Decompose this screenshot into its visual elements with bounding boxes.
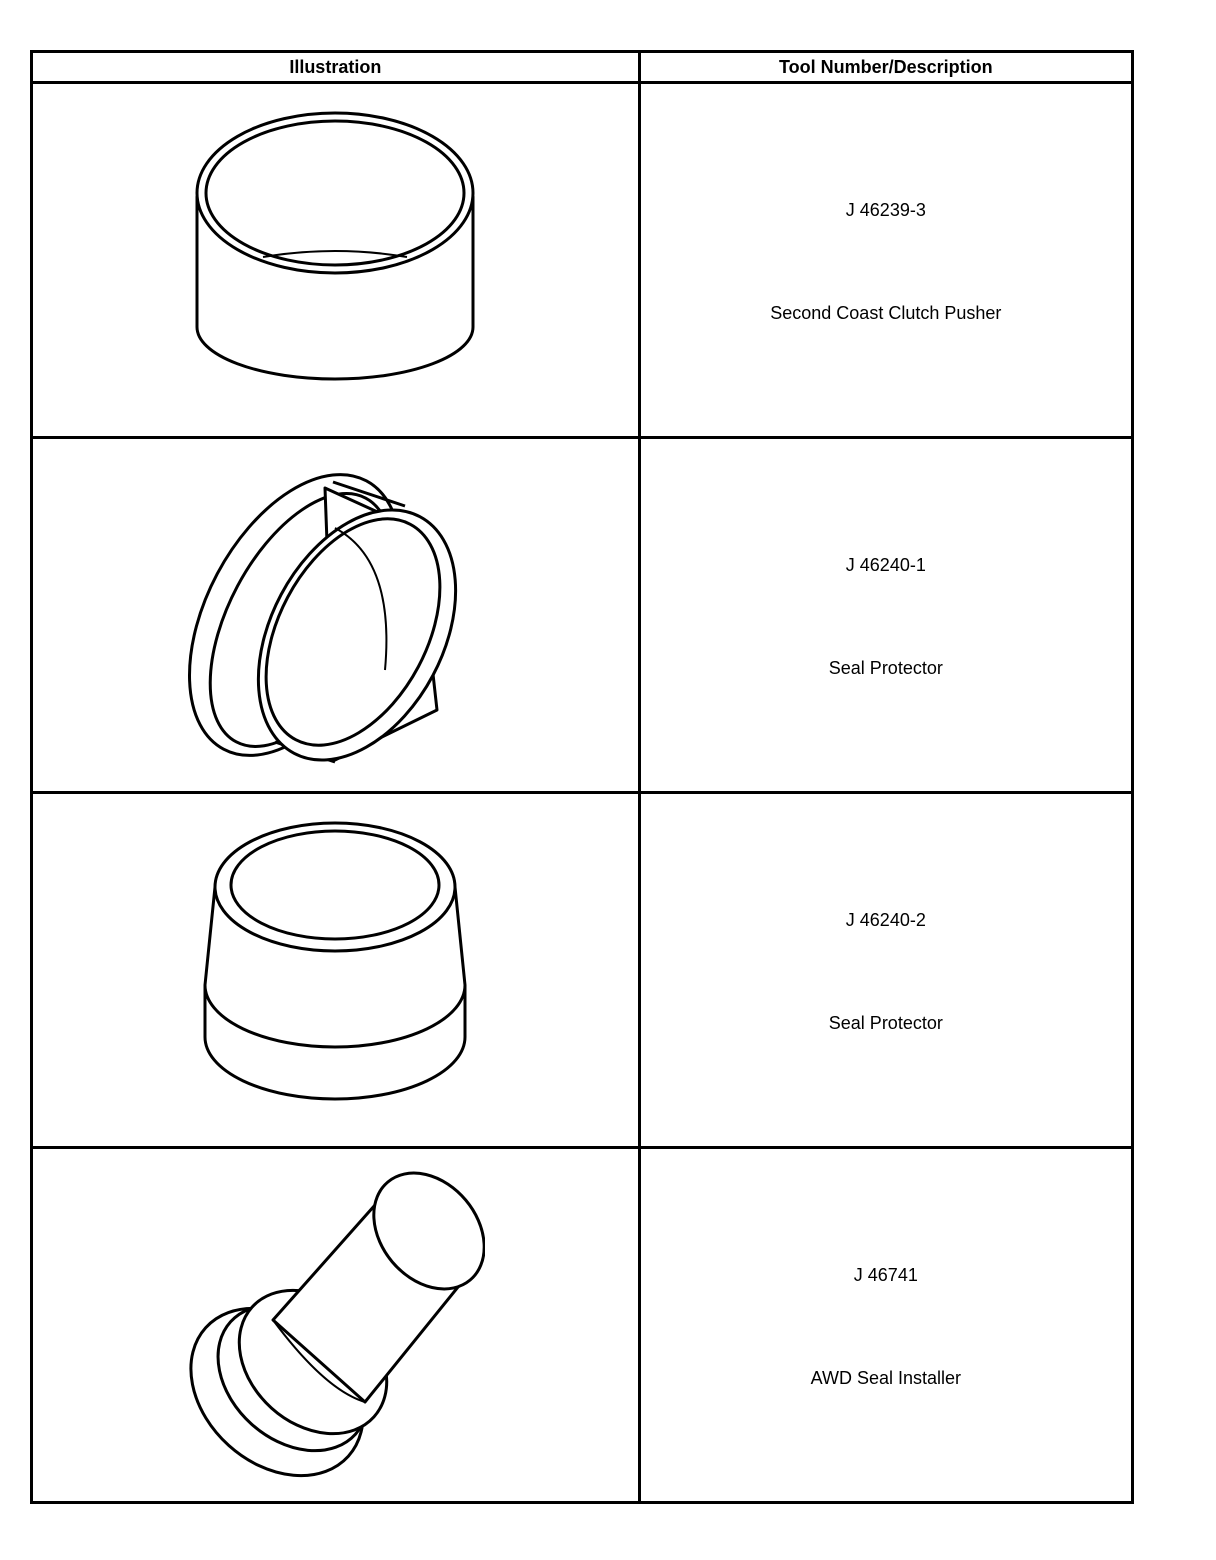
table-header-row — [32, 52, 1133, 83]
tool-description: Seal Protector — [828, 658, 943, 678]
table-row — [32, 438, 1133, 793]
tool-info-cell — [639, 83, 1132, 438]
tool-number: J 46741 — [853, 1265, 918, 1285]
tool-info-cell — [639, 1148, 1132, 1503]
seal-protector-sleeve-icon — [185, 460, 485, 770]
seal-installer-icon — [185, 1170, 485, 1480]
tool-info-cell — [639, 438, 1132, 793]
illustration-cell — [32, 793, 640, 1148]
table-row — [32, 1148, 1133, 1503]
illustration-cell — [32, 1148, 640, 1503]
special-tools-table — [30, 50, 1134, 1504]
tool-description: Seal Protector — [828, 1013, 943, 1033]
tool-description-column-header: Tool Number/Description — [639, 52, 1132, 83]
table-row — [32, 793, 1133, 1148]
tool-description: AWD Seal Installer — [810, 1368, 962, 1388]
table-row — [32, 83, 1133, 438]
tool-info-cell — [639, 793, 1132, 1148]
illustration-cell — [32, 438, 640, 793]
seal-protector-tapered-icon — [185, 815, 485, 1125]
tool-number: J 46239-3 — [845, 200, 926, 220]
tool-description: Second Coast Clutch Pusher — [770, 303, 1002, 323]
tool-number: J 46240-1 — [845, 555, 926, 575]
clutch-pusher-cylinder-icon — [185, 105, 485, 415]
tool-number: J 46240-2 — [845, 910, 926, 930]
illustration-column-header: Illustration — [32, 52, 640, 83]
illustration-cell — [32, 83, 640, 438]
